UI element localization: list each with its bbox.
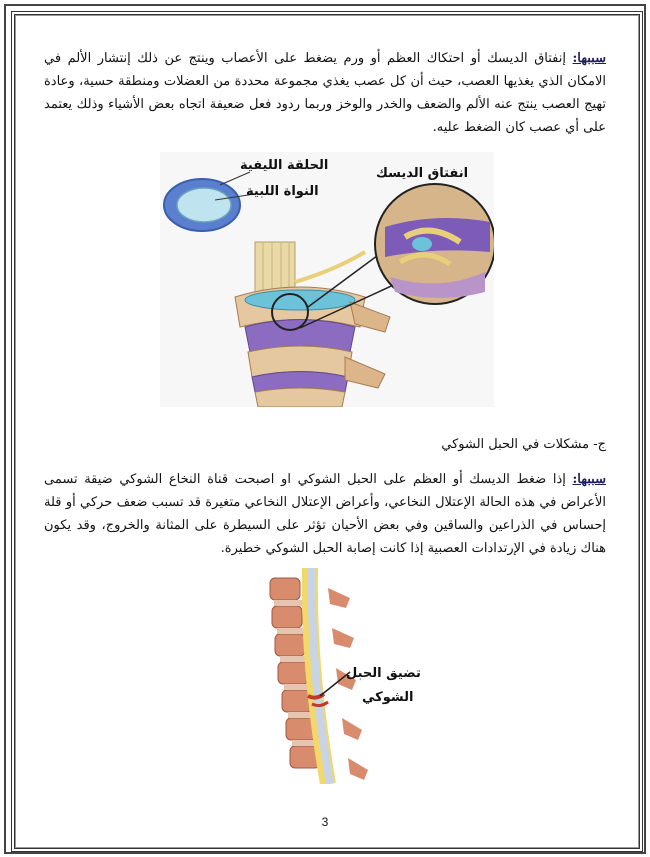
disc-herniation-label: انفتاق الديسك — [376, 166, 469, 181]
spinal-stenosis-label-line2: الشوكي — [362, 690, 414, 705]
section-heading-spinal-cord: ج- مشكلات في الحبل الشوكي — [441, 437, 606, 452]
page-number: 3 — [321, 815, 329, 829]
paragraph-lead: سببها: — [572, 472, 606, 487]
disc-herniation-figure — [160, 152, 494, 407]
nucleus-pulposus-label: النواة اللبية — [246, 184, 319, 199]
paragraph-lead: سببها: — [572, 51, 606, 66]
disc-herniation-illustration — [160, 152, 494, 407]
paragraph-disc-herniation-cause — [44, 47, 606, 139]
paragraph-text: إذا ضغط الديسك أو العظم على الحبل الشوكي او اصبحت قناة النخاع الشوكي ضيقة تسمى الأعراض في هذه الحالة الإعتلال النخاعي، وأعراض الإعتلال النخاعي متغيرة قد تسبب ضعف حركي أو قلة إحساس في الذراعين والساقين وفي بعض الأحيان تؤثر على السيطرة على المثانة والخروج، وقد يكون هناك زيادة في الإرتدادات العصبية إذا كانت إصابة الحبل الشوكي خطيرة. — [44, 472, 606, 556]
spinal-stenosis-label-line1: تضيق الحبل — [346, 666, 421, 681]
fibrous-ring-label: الحلقة الليفية — [240, 158, 329, 173]
paragraph-text: إنفتاق الديسك أو احتكاك العظم أو ورم يضغط على الأعصاب وينتج عن ذلك إنتشار الألم في الامكان الذي يغذيها العصب، حيث أن كل عصب يغذي مجموعة محددة من العضلات ومنطقة حسية، وعادة تهيج العصب ينتج عنه الألم والضعف والخدر والوخز وربما ردود فعل ضعيفة اتجاه بعض الأشياء وذلك يعتمد على أي عصب كان الضغط عليه. — [44, 51, 606, 135]
paragraph-myelopathy-cause — [44, 468, 606, 560]
spinal-stenosis-figure — [250, 568, 430, 784]
